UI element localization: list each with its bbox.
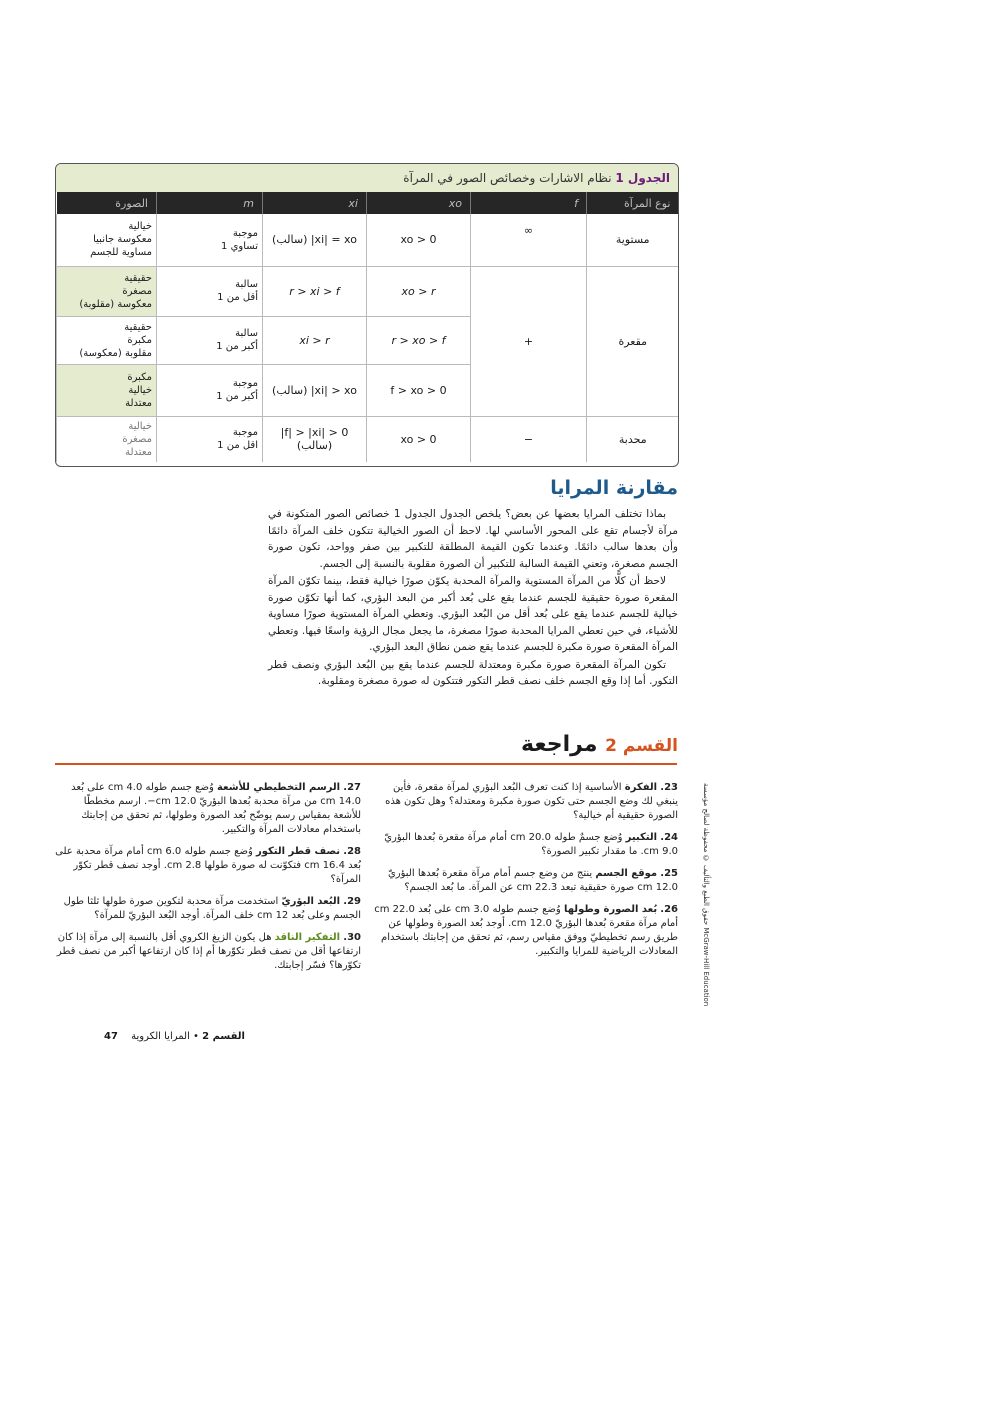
cell-xi: (سالب) |xi| = xo: [263, 214, 367, 266]
cell-xi: r > xi > f: [263, 266, 367, 316]
problem-text: وُضع جسم طوله 3.0 cm على بُعد 22.0 cm أمام مرآة مقعرة بُعدها البؤريّ 12.0 cm. أوجد بُعد الصورة وطولها عن طريق رسم تخطيطيّ ووفق مقياس رسم، ثم تحقق من إجابتك باستخدام المعادلات الرياضية للمرايا والتكبير.: [374, 904, 678, 957]
cell-image-line: معتدلة: [125, 446, 152, 458]
cell-image-line: مصغرة: [122, 433, 152, 445]
problem-item: [372, 903, 678, 959]
cell-image-line: خيالية: [128, 221, 152, 233]
review-divider: [55, 763, 677, 765]
table-caption: [56, 164, 678, 192]
body-text: [268, 506, 678, 691]
cell-m: [157, 416, 263, 462]
cell-mirror-type: مستوية: [587, 214, 679, 266]
problem-text: هل يكون الزيغ الكروي أقل بالنسبة إلى مرآة إذا كان ارتفاعها أقل من نصف قطر تكوّرها أم إذا كان ارتفاعها أكبر من نصف قطر تكوّرها؟ فسّر إجابتك.: [56, 932, 361, 971]
cell-image-line: مكبرة: [127, 371, 152, 383]
problem-item: [55, 931, 361, 973]
cell-m-line: سالبة: [235, 279, 258, 290]
problems-column-left: [55, 781, 361, 981]
cell-xo: xo > r: [367, 266, 471, 316]
problem-item: [372, 831, 678, 859]
cell-m-line: أكبر من 1: [216, 341, 258, 352]
cell-xi: (سالب) |xi| > xo: [263, 364, 367, 416]
header-xo: xo: [367, 192, 471, 214]
body-paragraph: تكون المرآة المقعرة صورة مكبرة ومعتدلة للجسم عندما يقع بين البُعد البؤري ونصف قطر التكور. أما إذا وقع الجسم خلف نصف قطر التكور فتتكون له صورة مصغرة ومقلوبة.: [268, 658, 678, 687]
table-row: [57, 214, 679, 266]
problem-text: ينتج من وضع جسم أمام مرآة مقعرة بُعدها البؤريّ 12.0 cm صورة حقيقية تبعد 22.3 cm عن المرآة. ما بُعد الجسم؟: [387, 868, 678, 893]
cell-m: [157, 364, 263, 416]
cell-image-line: معكوسة جانبيا: [93, 234, 152, 246]
cell-image: [57, 266, 157, 316]
problem-number: 30.: [343, 932, 361, 943]
body-paragraph: بماذا تختلف المرايا بعضها عن بعض؟ يلخص الجدول الجدول 1 خصائص الصور المتكونة في مرآة لأجسام تقع على المحور الأساسي لها. لاحظ أن الصور الخيالية تتكون خلف المرآة دائمًا وأن بعدها سالب دائمًا. وعندما تكون القيمة المطلقة للتكبير بين صفر وواحد، تكون صورة الجسم مصغرة، وتعني القيمة السالبة للتكبير أن الصورة مقلوبة بالنسبة إلى الجسم.: [268, 508, 678, 570]
cell-mirror-type: محدبة: [587, 416, 679, 462]
problem-item: [55, 895, 361, 923]
cell-xi-line: |f| > |xi| > 0: [280, 426, 349, 440]
cell-image-line: مساوية للجسم: [90, 247, 152, 259]
table-caption-label: الجدول 1: [615, 171, 670, 185]
cell-mirror-type: مقعرة: [587, 266, 679, 416]
review-title: مراجعة: [521, 732, 598, 757]
header-image: الصورة: [57, 192, 157, 214]
cell-m: [157, 316, 263, 364]
cell-image-line: معكوسة (مقلوبة): [79, 298, 152, 310]
cell-image: [57, 364, 157, 416]
cell-image-line: خيالية: [128, 420, 152, 432]
mirror-properties-table: [55, 163, 679, 467]
review-heading: [521, 732, 678, 757]
body-paragraph: لاحظ أن كلًّا من المرآة المستوية والمرآة المحدبة يكوّن صورًا خيالية فقط، بينما تكوّن المرآة المقعرة صورة حقيقية للجسم عندما يقع على بُعد أكبر من البعد البؤري، كما أنها تكوّن صورة خيالية للجسم عندما يقع على بُعد أقل من البُعد البؤري. وتعطي المرآة المستوية صورًا مساوية للأشياء، في حين تعطي المرايا المحدبة صورًا مصغرة، ما يجعل مجال الرؤية واسعًا فيها. وتعطي المرآة المقعرة صورة مكبرة للجسم عندما يقع ضمن نطاق البعد البؤري.: [268, 575, 678, 653]
cell-image: [57, 316, 157, 364]
problem-text: وُضع جسم طوله 4.0 cm على بُعد 14.0 cm من مرآة محدبة بُعدها البؤريّ 12.0 cm−. ارسم مخططًا للأشعة بمقياس رسم يوضّح بُعد الصورة وطولها، ثم تحقق من إجابتك باستخدام معادلات المرآة والتكبير.: [71, 782, 361, 835]
problem-number: 28.: [343, 846, 361, 857]
copyright-notice: حقوق الطبع والتأليف © محفوظة لصالح مؤسسة McGraw-Hill Education: [702, 783, 710, 1007]
cell-m-line: موجبة: [232, 227, 258, 239]
problem-title: الفكرة: [624, 782, 658, 793]
cell-image-line: خيالية: [128, 384, 152, 396]
problem-number: 23.: [660, 782, 678, 793]
cell-image-line: حقيقية: [124, 272, 152, 284]
problem-number: 27.: [343, 782, 361, 793]
cell-xi: [263, 416, 367, 462]
problem-number: 25.: [660, 868, 678, 879]
problem-number: 26.: [660, 904, 678, 915]
cell-m-line: تساوي 1: [221, 240, 258, 252]
problem-item: [372, 781, 678, 823]
cell-xo: r > xo > f: [367, 316, 471, 364]
header-xi: xi: [263, 192, 367, 214]
cell-f: ∞: [471, 214, 587, 266]
cell-image-line: معتدلة: [125, 397, 152, 409]
problem-text: وُضع جسمٌ طوله 20.0 cm أمام مرآة مقعرة بُعدها البؤريّ 9.0 cm. ما مقدار تكبير الصورة؟: [384, 832, 678, 857]
cell-image-line: مقلوبة (معكوسة): [79, 347, 152, 359]
cell-f: +: [471, 266, 587, 416]
problem-title: موقع الجسم: [595, 868, 658, 879]
table-row: [57, 266, 679, 316]
footer-title: المرايا الكروية: [131, 1031, 190, 1042]
problems-column-right: [372, 781, 678, 967]
problem-item: [55, 781, 361, 837]
problem-title: التفكير الناقد: [274, 932, 341, 943]
cell-image-line: حقيقية: [124, 321, 152, 333]
page-footer: [55, 1031, 245, 1042]
review-section-label: القسم 2: [605, 736, 678, 756]
cell-image: [57, 416, 157, 462]
problem-number: 24.: [660, 832, 678, 843]
cell-xi-line: (سالب): [296, 439, 333, 453]
problem-item: [372, 867, 678, 895]
cell-m-line: اقل من 1: [217, 440, 258, 452]
problem-title: نصف قطر التكور: [255, 846, 341, 857]
footer-section: القسم 2: [202, 1031, 245, 1042]
cell-image-line: مصغرة: [122, 285, 152, 297]
problem-title: التكبير: [625, 832, 658, 843]
cell-m-line: موجبة: [232, 378, 258, 389]
problem-text: استخدمت مرآة محدبة لتكوين صورة طولها ثلثا طول الجسم وعلى بُعد 12 cm خلف المرآة. أوجد البُعد البؤريّ للمرآة؟: [63, 896, 361, 921]
cell-m: [157, 266, 263, 316]
problem-text: الأساسية إذا كنت تعرف البُعد البؤري لمرآة مقعرة، فأين ينبغي لك وضع الجسم حتى تكون صورة مكبرة ومعتدلة؟ وهل تكون هذه الصورة حقيقية أم خيالية؟: [385, 782, 678, 821]
cell-m-line: أقل من 1: [217, 292, 258, 303]
cell-xi: xi > r: [263, 316, 367, 364]
cell-m-line: موجبة: [232, 427, 258, 439]
problem-title: البُعد البؤريّ: [281, 896, 341, 907]
table-header-row: [57, 192, 679, 214]
table-row: [57, 416, 679, 462]
problem-number: 29.: [343, 896, 361, 907]
cell-xo: f > xo > 0: [367, 364, 471, 416]
table-grid: [56, 192, 679, 462]
cell-m: [157, 214, 263, 266]
header-m: m: [157, 192, 263, 214]
problem-title: بُعد الصورة وطولها: [563, 904, 658, 915]
cell-image: [57, 214, 157, 266]
header-f: f: [471, 192, 587, 214]
problem-title: الرسم التخطيطي للأشعة: [216, 782, 341, 793]
cell-m-line: أكبر من 1: [216, 391, 258, 402]
page-number: 47: [104, 1031, 118, 1042]
cell-xo: xo > 0: [367, 416, 471, 462]
problem-text: وُضع جسم طوله 6.0 cm أمام مرآة محدبة على بُعد 16.4 cm فتكوّنت له صورة طولها 2.8 cm. أوجد نصف قطر تكوّر المرآة؟: [55, 846, 361, 885]
section-heading: مقارنة المرايا: [550, 477, 678, 499]
table-caption-text: نظام الاشارات وخصائص الصور في المرآة: [403, 171, 612, 185]
cell-m-line: سالبة: [235, 328, 258, 339]
footer-bullet: •: [193, 1031, 199, 1042]
cell-image-line: مكبرة: [127, 334, 152, 346]
cell-xo: xo > 0: [367, 214, 471, 266]
problem-item: [55, 845, 361, 887]
header-mirror-type: نوع المرآة: [587, 192, 679, 214]
cell-f: −: [471, 416, 587, 462]
